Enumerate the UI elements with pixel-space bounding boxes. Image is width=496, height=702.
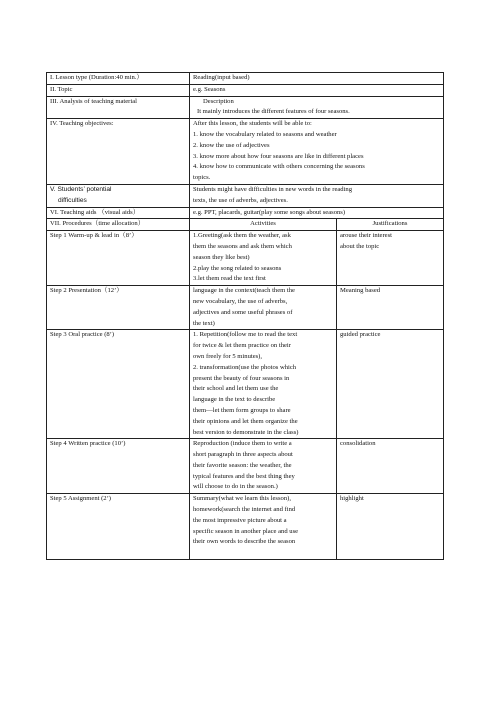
activity-line: them the seasons and ask them which — [193, 242, 292, 250]
analysis-line: Description — [203, 97, 234, 105]
lesson-type-value: Reading(input based) — [190, 73, 444, 85]
row-aids — [47, 207, 444, 219]
objective-line: 3. know more about how four seasons are like in different places — [193, 152, 364, 160]
activity-line: season they like best) — [193, 253, 250, 261]
row-procedures-header — [47, 219, 444, 231]
analysis-label: III. Analysis of teaching material — [47, 96, 190, 119]
activity-line: 2.play the song related to seasons — [193, 264, 282, 272]
analysis-value — [190, 96, 444, 119]
step-justification — [337, 330, 444, 439]
justification-line: arouse their interest — [340, 232, 392, 240]
activity-line: language in the context(teach them the — [193, 287, 295, 295]
difficulties-line: texts, the use of adverbs, adjectives. — [193, 196, 288, 204]
aids-value: e.g. PPT, placards, guitar(play some songs about seasons) — [190, 207, 444, 219]
activity-line: 1. Repetition(follow me to read the text — [193, 331, 298, 339]
activity-line: adjectives and some useful phrases of — [193, 308, 293, 316]
lesson-plan-table — [46, 72, 444, 560]
topic-label: II. Topic — [47, 84, 190, 96]
activity-line: 1.Greeting(ask them the weather, ask — [193, 232, 291, 240]
step-label: Step 5 Assignment (2’) — [47, 494, 190, 560]
justification-line: consolidation — [340, 440, 376, 448]
step-justification — [337, 231, 444, 286]
step-label: Step 4 Written practice (10’) — [47, 439, 190, 494]
step-activities — [190, 330, 337, 439]
justification-line: guided practice — [340, 331, 381, 339]
activity-line-blank — [193, 548, 333, 559]
step-justification — [337, 286, 444, 330]
row-lesson-type — [47, 73, 444, 85]
step-activities — [190, 494, 337, 560]
step-label: Step 3 Oral practice (8’) — [47, 330, 190, 439]
step-label: Step 2 Presentation（12’） — [47, 286, 190, 330]
activity-line: homework(search the internet and find — [193, 506, 296, 514]
row-topic — [47, 84, 444, 96]
activity-line: own freely for 5 minutes), — [193, 352, 263, 360]
justification-line: about the topic — [340, 242, 380, 250]
step-row — [47, 494, 444, 560]
justifications-header: Justifications — [337, 219, 444, 231]
step-activities — [190, 286, 337, 330]
step-row — [47, 231, 444, 286]
activity-line: them—let them form groups to share — [193, 406, 291, 414]
difficulties-label — [47, 184, 190, 207]
row-objectives — [47, 119, 444, 185]
activity-line: specific season in another place and use — [193, 527, 299, 535]
activity-line: for twice & let them practice on their — [193, 342, 291, 350]
activity-line: will choose to do in the season.) — [193, 483, 278, 491]
step-row — [47, 286, 444, 330]
activities-header: Activities — [190, 219, 337, 231]
objective-line: topics. — [193, 174, 211, 182]
step-activities — [190, 231, 337, 286]
activity-line: typical features and the best thing they — [193, 472, 295, 480]
analysis-line: It mainly introduces the different features of four seasons. — [197, 108, 350, 116]
activity-line: their school and let them use the — [193, 385, 279, 393]
objectives-label: IV. Teaching objectives: — [47, 119, 190, 185]
lesson-type-label: I. Lesson type (Duration:40 min.） — [47, 73, 190, 85]
step-justification — [337, 439, 444, 494]
aids-label: VI. Teaching aids （visual aids） — [47, 207, 190, 219]
difficulties-line: Students might have difficulties in new words in the reading — [193, 185, 353, 193]
objective-line: 4. know how to communicate with others concerning the seasons — [193, 163, 365, 171]
difficulties-value — [190, 184, 444, 207]
activity-line: language in the text to describe — [193, 396, 276, 404]
activity-line: their own words to describe the season — [193, 538, 296, 546]
row-difficulties — [47, 184, 444, 207]
step-activities — [190, 439, 337, 494]
objective-line: 1. know the vocabulary related to seasons and weather — [193, 130, 337, 138]
justification-line: Meaning based — [340, 287, 381, 295]
activity-line: best version to demonstrate in the class) — [193, 428, 299, 436]
activity-line: Reproduction (induce them to write a — [193, 440, 292, 448]
activity-line: their favorite season: the weather, the — [193, 461, 292, 469]
objectives-value — [190, 119, 444, 185]
topic-value: e.g. Seasons — [190, 84, 444, 96]
difficulties-label-line: V. Students’ potential — [50, 185, 112, 193]
step-justification — [337, 494, 444, 560]
justification-line: highlight — [340, 495, 364, 503]
difficulties-label-line: difficulties — [58, 196, 87, 204]
objective-line: 2. know the use of adjectives — [193, 141, 270, 149]
activity-line: the text) — [193, 319, 215, 327]
objective-line: After this lesson, the students will be able to: — [193, 120, 312, 128]
step-row — [47, 439, 444, 494]
activity-line: 3.let them read the text first — [193, 275, 266, 283]
step-label: Step 1 Warm-up & lead in（8’） — [47, 231, 190, 286]
procedures-label: VII. Procedures（time allocation） — [47, 219, 190, 231]
step-row — [47, 330, 444, 439]
activity-line: new vocabulary, the use of adverbs, — [193, 297, 288, 305]
activity-line: present the beauty of four seasons in — [193, 374, 290, 382]
activity-line: the most impressive picture about a — [193, 516, 287, 524]
activity-line: short paragraph in three aspects about — [193, 451, 293, 459]
row-analysis — [47, 96, 444, 119]
activity-line: Summary(what we learn this lesson), — [193, 495, 291, 503]
activity-line: their opinions and let them organize the — [193, 417, 298, 425]
activity-line: 2. transformation(use the photos which — [193, 363, 297, 371]
